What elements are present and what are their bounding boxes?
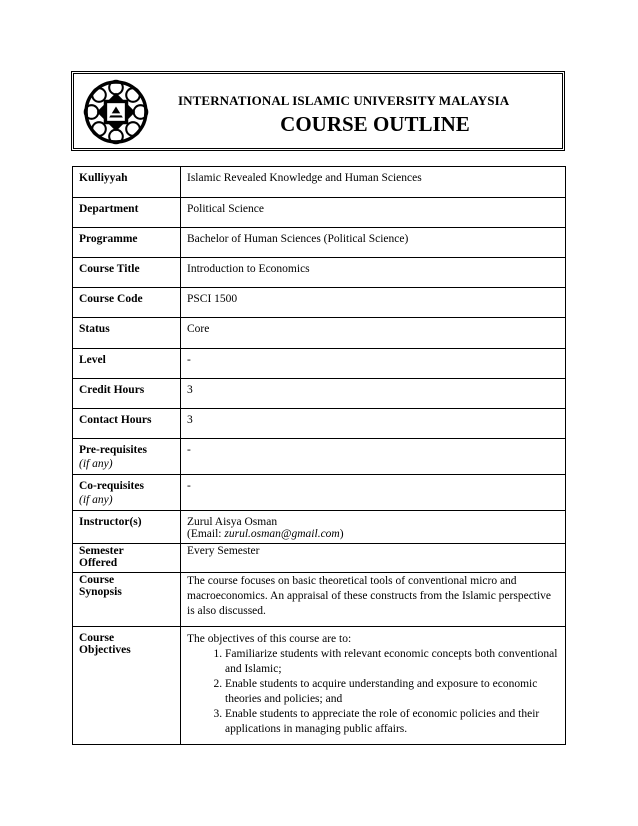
level-value: - (181, 349, 566, 379)
department-label: Department (73, 198, 181, 228)
instructor-value (181, 511, 566, 544)
objectives-label-line1: Course (79, 632, 115, 644)
contact-hours-label: Contact Hours (73, 409, 181, 439)
course-code-value: PSCI 1500 (181, 288, 566, 318)
university-name: INTERNATIONAL ISLAMIC UNIVERSITY MALAYSIA (178, 93, 510, 108)
objectives-intro: The objectives of this course are to: (187, 633, 352, 645)
prerequisites-note: (if any) (79, 458, 113, 470)
course-title-label: Course Title (73, 258, 181, 288)
document-title: COURSE OUTLINE (280, 112, 470, 136)
corequisites-note: (if any) (79, 494, 113, 506)
email-prefix: (Email: (187, 528, 225, 540)
table-row (73, 627, 566, 745)
programme-label: Programme (73, 228, 181, 258)
semester-value: Every Semester (181, 544, 566, 573)
course-code-label: Course Code (73, 288, 181, 318)
contact-hours-value: 3 (181, 409, 566, 439)
prerequisites-value: - (181, 439, 566, 475)
list-item: 2. Enable students to acquire understanding and exposure to economic theories and policies; and (225, 677, 559, 707)
table-row (73, 198, 566, 228)
semester-label (73, 544, 181, 573)
synopsis-label-line1: Course (79, 574, 115, 586)
programme-value: Bachelor of Human Sciences (Political Science) (181, 228, 566, 258)
table-row (73, 439, 566, 475)
instructor-label: Instructor(s) (73, 511, 181, 544)
corequisites-label (73, 475, 181, 511)
instructor-email-line (187, 528, 559, 540)
synopsis-label (73, 573, 181, 627)
credit-hours-label: Credit Hours (73, 379, 181, 409)
header-box (71, 71, 565, 151)
table-row (73, 288, 566, 318)
course-title-value: Introduction to Economics (181, 258, 566, 288)
status-value: Core (181, 318, 566, 349)
email-suffix: ) (339, 528, 344, 540)
table-row (73, 228, 566, 258)
table-row (73, 349, 566, 379)
objectives-label-line2: Objectives (79, 644, 131, 656)
semester-label-line1: Semester (79, 545, 124, 557)
table-row (73, 318, 566, 349)
prerequisites-label (73, 439, 181, 475)
kulliyyah-label: Kulliyyah (73, 167, 181, 198)
status-label: Status (73, 318, 181, 349)
instructor-email: zurul.osman@gmail.com (224, 528, 340, 540)
level-label: Level (73, 349, 181, 379)
corequisites-value: - (181, 475, 566, 511)
table-row (73, 573, 566, 627)
table-row (73, 258, 566, 288)
list-item: 3. Enable students to appreciate the role of economic policies and their applications in managing public affairs. (225, 707, 559, 737)
table-row (73, 475, 566, 511)
department-value: Political Science (181, 198, 566, 228)
table-row (73, 379, 566, 409)
objectives-list (187, 647, 559, 737)
table-row (73, 511, 566, 544)
table-row (73, 544, 566, 573)
table-row (73, 409, 566, 439)
list-item: 1. Familiarize students with relevant economic concepts both conventional and Islamic; (225, 647, 559, 677)
course-outline-table (72, 166, 566, 745)
instructor-name: Zurul Aisya Osman (187, 516, 278, 528)
kulliyyah-value: Islamic Revealed Knowledge and Human Sciences (181, 167, 566, 198)
objectives-label (73, 627, 181, 745)
objectives-value (181, 627, 566, 745)
table-row (73, 167, 566, 198)
synopsis-value: The course focuses on basic theoretical tools of conventional micro and macroeconomics. An appraisal of these constructs from the Islamic perspective is also discussed. (181, 573, 566, 627)
prerequisites-label-text: Pre-requisites (79, 444, 147, 456)
synopsis-label-line2: Synopsis (79, 586, 122, 598)
semester-label-line2: Offered (79, 557, 118, 569)
corequisites-label-text: Co-requisites (79, 480, 144, 492)
credit-hours-value: 3 (181, 379, 566, 409)
